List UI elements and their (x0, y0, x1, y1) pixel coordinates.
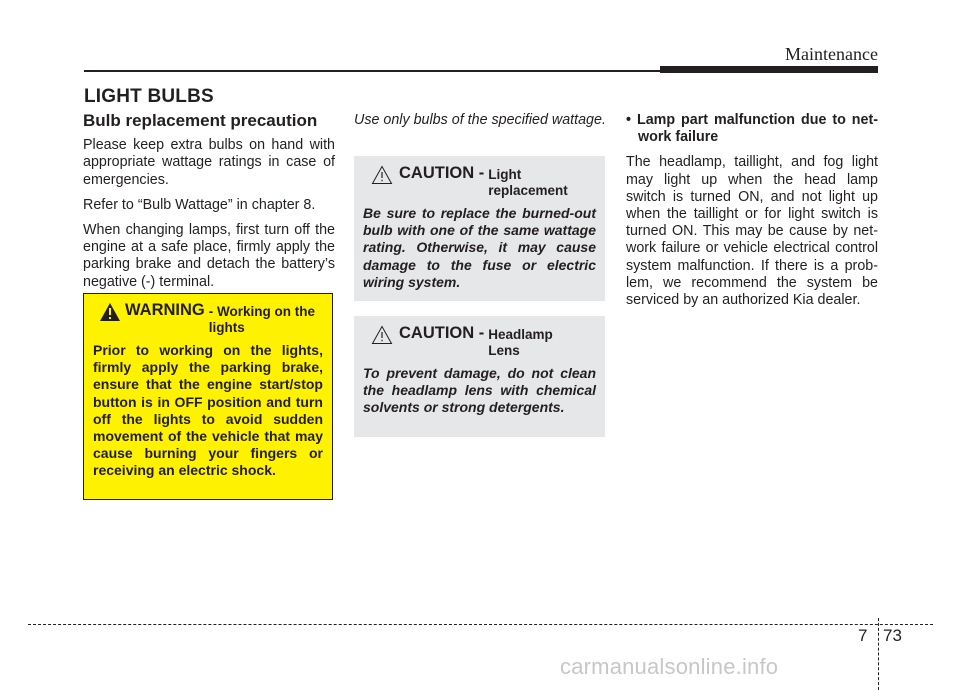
chapter-number: 7 (858, 626, 868, 645)
warning-triangle-icon (99, 302, 121, 322)
caution-subtitle: Light replacement (488, 167, 568, 198)
paragraph: Refer to “Bulb Wattage” in chapter 8. (83, 196, 316, 213)
caution-title: CAUTION - (399, 164, 485, 182)
caution-header (363, 325, 596, 359)
caution-box-light-replacement (354, 156, 605, 301)
running-header: Maintenance (785, 44, 878, 64)
caution-body: To prevent damage, do not clean the headlamp lens with chemical solvents or strong detergents. (363, 365, 596, 416)
paragraph: The headlamp, taillight, and fog light may light up when the head lamp switch is turned ON, and not light up when the taillight or for light switch is turned ON. This may be cause by net-work failure or vehicle electrical control system malfunction. If there is a prob-lem, we recommend the system be serviced by an authorized Kia dealer. (626, 154, 878, 309)
column-1 (83, 112, 335, 299)
paragraph: When changing lamps, first turn off the engine at a safe place, firmly apply the parking brake and detach the battery’s negative (-) terminal. (83, 222, 335, 290)
caution-triangle-icon (371, 325, 393, 345)
warning-title: WARNING (125, 301, 205, 319)
bullet-heading: • Lamp part malfunction due to net-work failure (626, 112, 878, 146)
header-rule (84, 70, 664, 72)
warning-body: Prior to working on the lights, firmly apply the parking brake, ensure that the engine start/stop button is in OFF position and turn off the lights to avoid sudden movement of the vehicle that may cause burning your fingers or receiving an electric shock. (93, 342, 323, 479)
footer-rule (28, 624, 933, 625)
warning-header (93, 302, 323, 336)
paragraph: Use only bulbs of the specified wattage. (354, 112, 606, 128)
page-number: 73 (883, 626, 902, 645)
column-3 (626, 112, 878, 317)
caution-body: Be sure to replace the burned-out bulb with one of the same wattage rating. Otherwise, it may cause damage to the fuse or electric wiring system. (363, 205, 596, 290)
caution-box-headlamp-lens (354, 316, 605, 437)
warning-box (83, 293, 333, 500)
warning-subtitle: - Working on the lights (208, 304, 315, 335)
paragraph: Please keep extra bulbs on hand with appropriate wattage ratings in case of emergencies. (83, 137, 335, 188)
footer-divider (878, 618, 879, 690)
caution-subtitle: Headlamp Lens (488, 327, 553, 358)
caution-triangle-icon (371, 165, 393, 185)
subheading: Bulb replacement precaution (83, 111, 318, 130)
caution-header (363, 165, 596, 199)
column-2 (354, 112, 606, 137)
watermark: carmanualsonline.info (560, 654, 779, 679)
header-rule-thick (660, 66, 878, 73)
caution-title: CAUTION - (399, 324, 485, 342)
section-title: LIGHT BULBS (84, 86, 214, 107)
